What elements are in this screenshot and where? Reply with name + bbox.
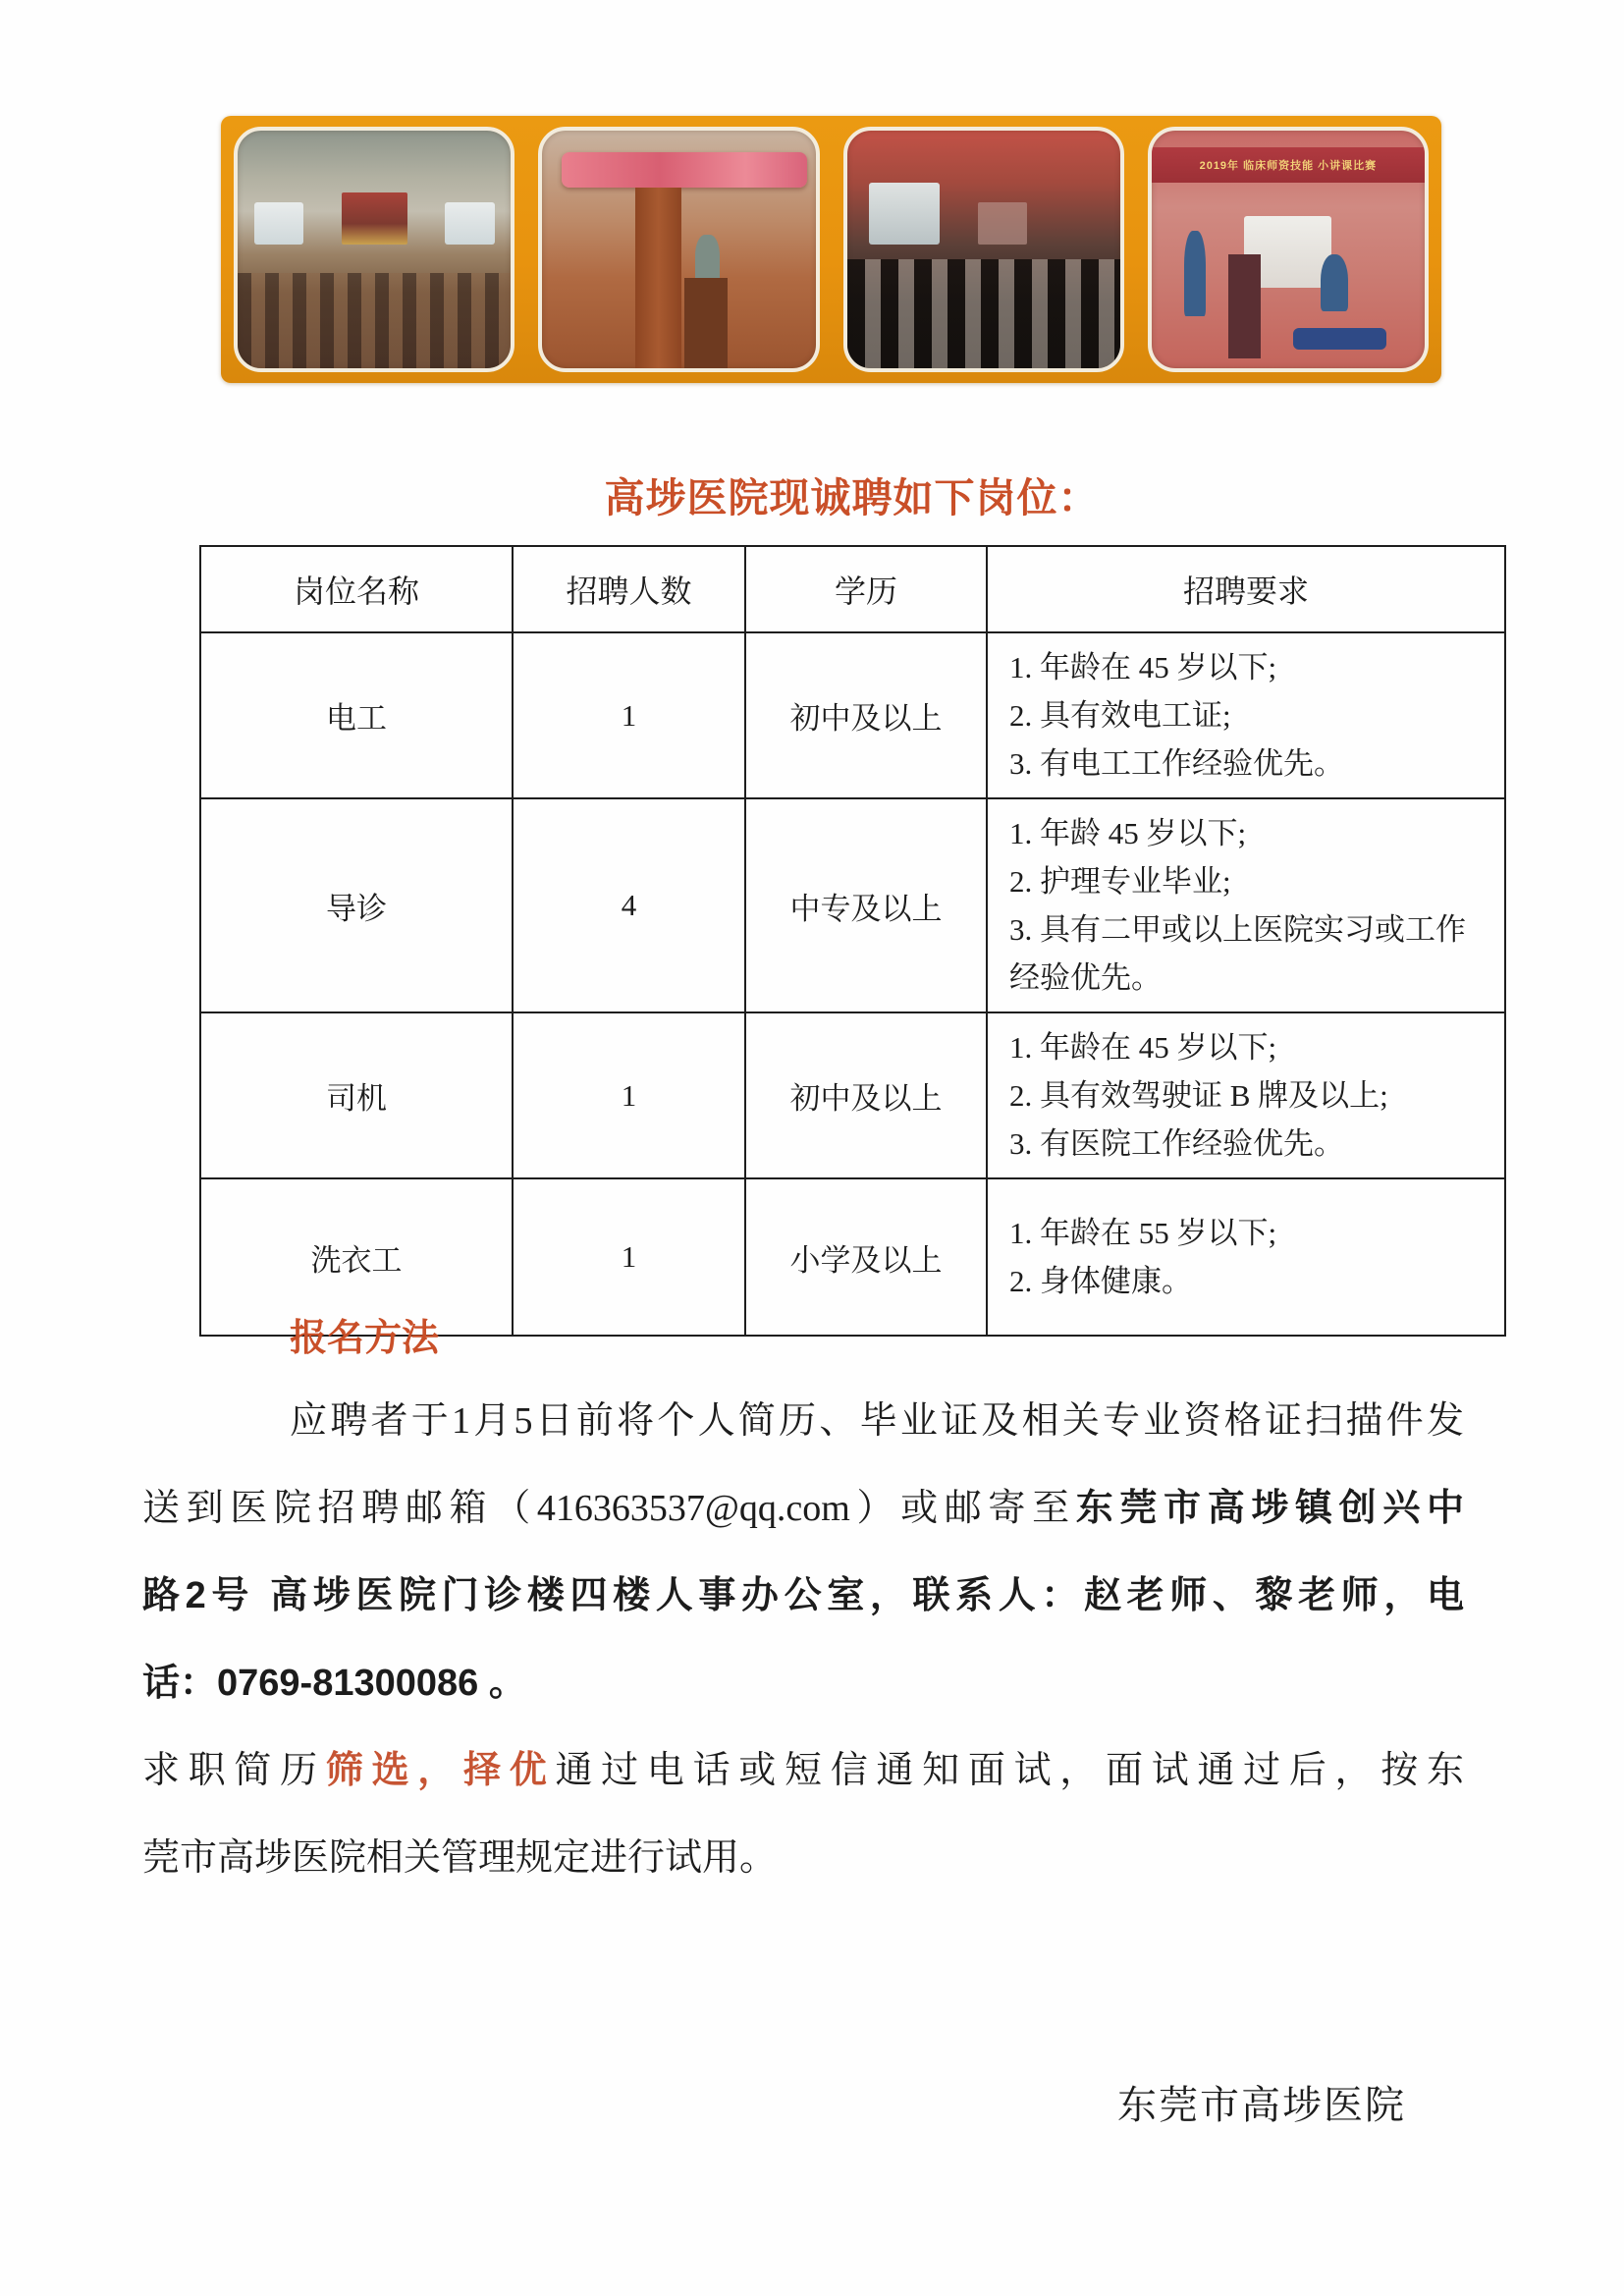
paragraph-line bbox=[142, 1836, 1464, 1880]
cell-education: 中专及以上 bbox=[745, 798, 987, 1012]
cpr-mannequin-mat bbox=[1293, 328, 1386, 350]
text-segment: 求职简历 bbox=[142, 1750, 326, 1791]
cell-position: 洗衣工 bbox=[200, 1178, 513, 1336]
requirement-line: 3. 具有二甲或以上医院实习或工作经验优先。 bbox=[1009, 912, 1466, 995]
positions-table bbox=[199, 545, 1506, 1337]
requirement-line: 1. 年龄在 45 岁以下; bbox=[1009, 650, 1277, 684]
cell-count: 1 bbox=[513, 632, 745, 798]
column-header-position: 岗位名称 bbox=[200, 546, 513, 632]
table-row bbox=[200, 632, 1505, 798]
requirement-line: 2. 身体健康。 bbox=[1009, 1264, 1192, 1298]
cell-position: 导诊 bbox=[200, 798, 513, 1012]
text-segment: 送到医院招聘邮箱（416363537@qq.com）或邮寄至 bbox=[142, 1488, 1076, 1529]
cell-education: 初中及以上 bbox=[745, 632, 987, 798]
cell-position: 司机 bbox=[200, 1012, 513, 1178]
cell-requirements bbox=[987, 632, 1505, 798]
cell-count: 4 bbox=[513, 798, 745, 1012]
stage-backdrop bbox=[342, 192, 407, 245]
cell-count: 1 bbox=[513, 1012, 745, 1178]
audience-rows bbox=[847, 259, 1120, 368]
kneeling-figure bbox=[1321, 254, 1348, 311]
podium bbox=[1228, 254, 1261, 358]
cell-count: 1 bbox=[513, 1178, 745, 1336]
table-header-row bbox=[200, 546, 1505, 632]
page-title: 高埗医院现诚聘如下岗位： bbox=[604, 475, 1100, 520]
highlight-segment: 筛选，择优 bbox=[325, 1750, 556, 1791]
phone-number-segment: 话：0769-81300086 。 bbox=[142, 1663, 526, 1704]
audience-rows bbox=[238, 273, 511, 368]
projection-screen bbox=[254, 202, 303, 246]
photo-lecture-led-banner bbox=[538, 127, 819, 372]
requirement-line: 1. 年龄在 45 岁以下; bbox=[1009, 1030, 1277, 1065]
led-banner bbox=[562, 152, 807, 188]
competition-banner: 2019年 临床师资技能 小讲课比赛 bbox=[1152, 147, 1425, 183]
photo-conference-hall bbox=[234, 127, 514, 372]
address-bold-segment: 路2号 高埗医院门诊楼四楼人事办公室，联系人：赵老师、黎老师，电 bbox=[142, 1575, 1464, 1616]
table-row bbox=[200, 1178, 1505, 1336]
requirement-line: 3. 有医院工作经验优先。 bbox=[1009, 1126, 1344, 1161]
requirement-line: 2. 具有效电工证; bbox=[1009, 698, 1231, 733]
cell-education: 初中及以上 bbox=[745, 1012, 987, 1178]
paragraph-line bbox=[142, 1574, 1464, 1617]
cell-position: 电工 bbox=[200, 632, 513, 798]
requirement-line: 2. 具有效驾驶证 B 牌及以上; bbox=[1009, 1078, 1388, 1113]
projection-screen bbox=[445, 202, 494, 246]
stage-dais bbox=[978, 202, 1027, 246]
text-segment: 莞市高埗医院相关管理规定进行试用。 bbox=[142, 1837, 778, 1879]
photo-banner bbox=[221, 116, 1441, 383]
text-segment: 应聘者于1月5日前将个人简历、毕业证及相关专业资格证扫描件发 bbox=[290, 1400, 1464, 1442]
cell-requirements bbox=[987, 798, 1505, 1012]
application-heading: 报名方法 bbox=[290, 1318, 440, 1359]
application-section bbox=[142, 1316, 1464, 1924]
address-bold-segment: 东莞市高埗镇创兴中 bbox=[1075, 1488, 1464, 1529]
text-segment: 通过电话或短信通知面试，面试通过后，按东 bbox=[555, 1750, 1464, 1791]
photo-skills-competition bbox=[1148, 127, 1429, 372]
column-header-requirements: 招聘要求 bbox=[987, 546, 1505, 632]
paragraph-line bbox=[142, 1399, 1464, 1443]
paragraph-line bbox=[142, 1749, 1464, 1792]
requirement-line: 1. 年龄 45 岁以下; bbox=[1009, 816, 1247, 850]
photo-auditorium bbox=[843, 127, 1124, 372]
requirement-line: 3. 有电工工作经验优先。 bbox=[1009, 746, 1344, 781]
table-row bbox=[200, 1012, 1505, 1178]
standing-figure bbox=[1184, 231, 1206, 316]
cell-requirements bbox=[987, 1178, 1505, 1336]
column-header-count: 招聘人数 bbox=[513, 546, 745, 632]
wall-pillar bbox=[635, 188, 681, 368]
table-row bbox=[200, 798, 1505, 1012]
column-header-education: 学历 bbox=[745, 546, 987, 632]
signature: 东莞市高埗医院 bbox=[1117, 2083, 1406, 2127]
requirement-line: 1. 年龄在 55 岁以下; bbox=[1009, 1216, 1277, 1250]
cell-requirements bbox=[987, 1012, 1505, 1178]
projection-screen bbox=[869, 183, 940, 245]
paragraph-line bbox=[142, 1487, 1464, 1530]
requirement-line: 2. 护理专业毕业; bbox=[1009, 864, 1231, 899]
paragraph-line bbox=[142, 1662, 1464, 1705]
podium bbox=[684, 278, 729, 368]
cell-education: 小学及以上 bbox=[745, 1178, 987, 1336]
